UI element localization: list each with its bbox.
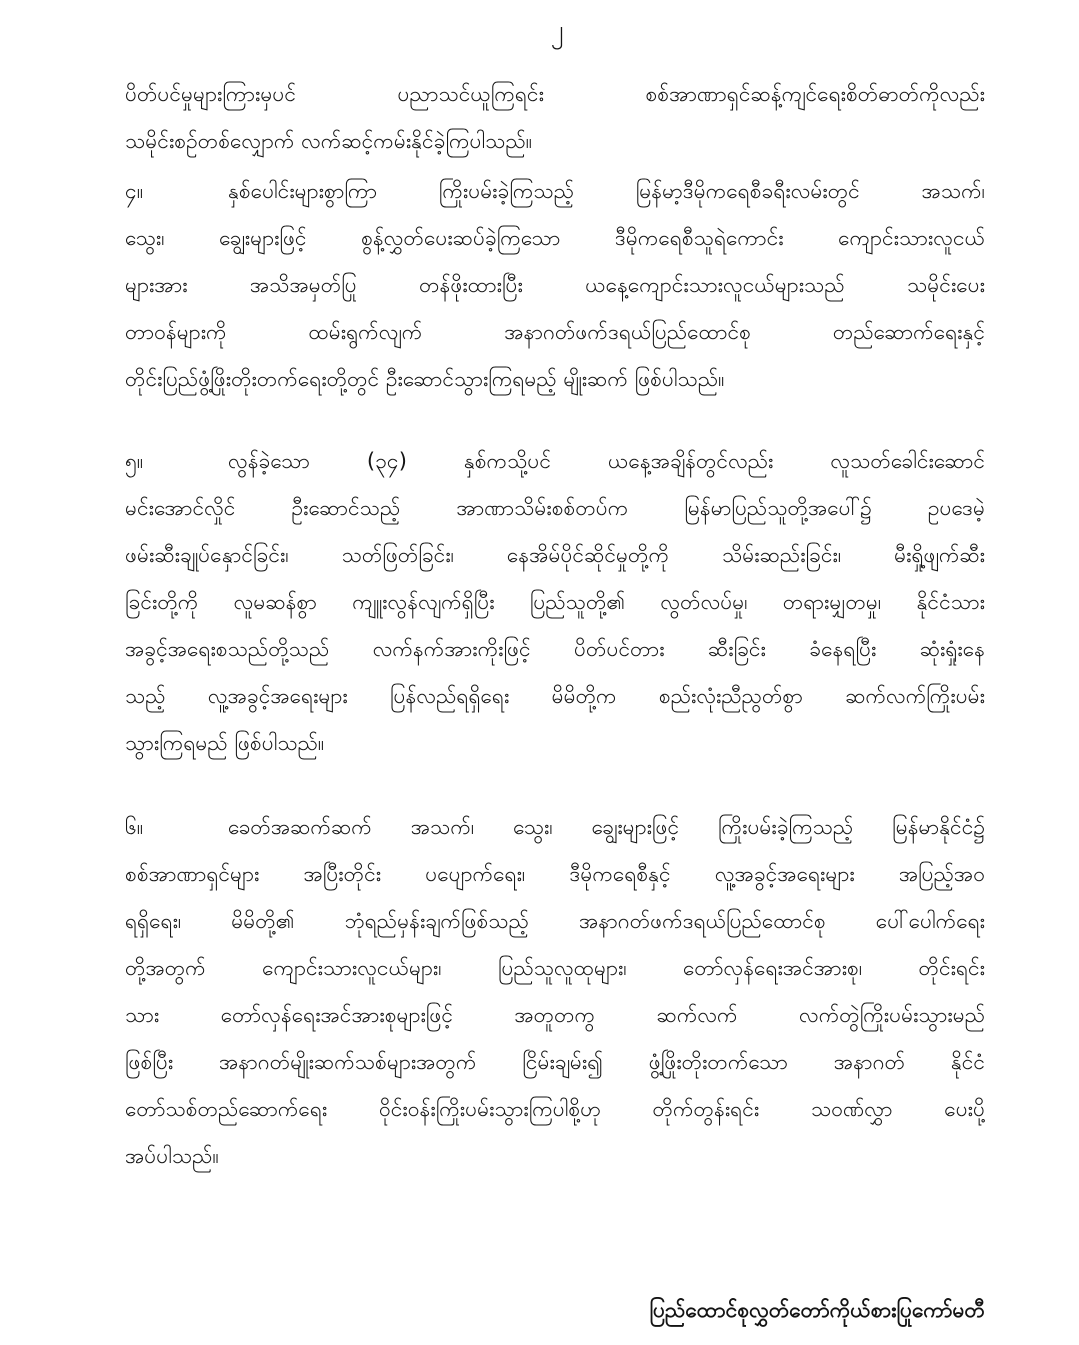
paragraph-number-4: ၄။ xyxy=(125,179,144,203)
signature-committee: ပြည်ထောင်စုလွှတ်တော်ကိုယ်စားပြုကော်မတီ xyxy=(649,1298,985,1322)
paragraph-6-line: တော်သစ်တည်ဆောက်ရေး ဝိုင်းဝန်းကြိုးပမ်းသွားကြပါစို့ဟု တိုက်တွန်းရင်း သဝဏ်လွှာ ပေးပို့ xyxy=(125,1097,985,1121)
paragraph-6-line: ဖြစ်ပြီး အနာဂတ်မျိုးဆက်သစ်များအတွက် ငြိမ်းချမ်း၍ ဖွံ့ဖြိုးတိုးတက်သော အနာဂတ် နိုင်ငံ xyxy=(125,1050,985,1074)
paragraph-4-line: များအား အသိအမှတ်ပြု တန်ဖိုးထားပြီး ယနေ့ကျောင်းသားလူငယ်များသည် သမိုင်းပေး xyxy=(125,273,985,297)
paragraph-6-line: သား တော်လှန်ရေးအင်အားစုများဖြင့် အတူတကွ ဆက်လက် လက်တွဲကြိုးပမ်းသွားမည် xyxy=(125,1003,985,1027)
paragraph-5-line: သည့် လူ့အခွင့်အရေးများ ပြန်လည်ရရှိရေး မိမိတို့က စည်းလုံးညီညွတ်စွာ ဆက်လက်ကြိုးပမ်း xyxy=(125,684,985,708)
paragraph-6-line: စစ်အာဏာရှင်များ အပြီးတိုင်း ပပျောက်ရေး၊ ဒီမိုကရေစီနှင့် လူ့အခွင့်အရေးများ အပြည့်အဝ xyxy=(125,862,985,886)
paragraph-5-line: သွားကြရမည် ဖြစ်ပါသည်။ xyxy=(125,731,325,755)
paragraph-continuation-line: ပိတ်ပင်မှုများကြားမှပင် ပညာသင်ယူကြရင်း စစ်အာဏာရှင်ဆန့်ကျင်ရေးစိတ်ဓာတ်ကိုလည်း xyxy=(125,82,985,106)
paragraph-4-line: သွေး၊ ချွေးများဖြင့် စွန့်လွှတ်ပေးဆပ်ခဲ့ကြသော ဒီမိုကရေစီသူရဲကောင်း ကျောင်းသားလူငယ် xyxy=(125,226,985,250)
paragraph-4-line: နှစ်ပေါင်းများစွာကြာ ကြိုးပမ်းခဲ့ကြသည့် မြန်မာ့ဒီမိုကရေစီခရီးလမ်းတွင် အသက်၊ xyxy=(228,179,985,203)
paragraph-6-line: ခေတ်အဆက်ဆက် အသက်၊ သွေး၊ ချွေးများဖြင့် ကြိုးပမ်းခဲ့ကြသည့် မြန်မာနိုင်ငံ၌ xyxy=(228,815,985,839)
paragraph-5-line: လွန်ခဲ့သော (၃၄) နှစ်ကသို့ပင် ယနေ့အချိန်တွင်လည်း လူသတ်ခေါင်းဆောင် xyxy=(228,449,985,473)
paragraph-6-line: ရရှိရေး၊ မိမိတို့၏ ဘုံရည်မှန်းချက်ဖြစ်သည့် အနာဂတ်ဖက်ဒရယ်ပြည်ထောင်စု ပေါ်ပေါက်ရေး xyxy=(125,909,985,933)
paragraph-number-5: ၅။ xyxy=(125,449,144,473)
page-number: ၂ xyxy=(550,15,564,45)
paragraph-6-line: တို့အတွက် ကျောင်းသားလူငယ်များ၊ ပြည်သူလူထုများ၊ တော်လှန်ရေးအင်အားစု၊ တိုင်းရင်း xyxy=(125,956,985,980)
paragraph-number-6: ၆။ xyxy=(125,815,144,839)
paragraph-5-line: ဖမ်းဆီးချုပ်နှောင်ခြင်း၊ သတ်ဖြတ်ခြင်း၊ နေအိမ်ပိုင်ဆိုင်မှုတို့ကို သိမ်းဆည်းခြင်း၊ မီးရှို့ဖျက်ဆီး xyxy=(125,543,985,567)
paragraph-5-line: ခြင်းတို့ကို လူမဆန်စွာ ကျူးလွန်လျက်ရှိပြီး ပြည်သူတို့၏ လွတ်လပ်မှု၊ တရားမျှတမှု၊ နိုင်ငံသား xyxy=(125,590,985,614)
paragraph-continuation-line: သမိုင်းစဉ်တစ်လျှောက် လက်ဆင့်ကမ်းနိုင်ခဲ့ကြပါသည်။ xyxy=(125,129,533,153)
paragraph-4-line: တာဝန်များကို ထမ်းရွက်လျက် အနာဂတ်ဖက်ဒရယ်ပြည်ထောင်စု တည်ဆောက်ရေးနှင့် xyxy=(125,320,985,344)
paragraph-6-line: အပ်ပါသည်။ xyxy=(125,1144,219,1168)
paragraph-5-line: မင်းအောင်လှိုင် ဦးဆောင်သည့် အာဏာသိမ်းစစ်တပ်က မြန်မာပြည်သူတို့အပေါ်၌ ဥပဒေမဲ့ xyxy=(125,496,985,520)
paragraph-5-line: အခွင့်အရေးစသည်တို့သည် လက်နက်အားကိုးဖြင့် ပိတ်ပင်တား ဆီးခြင်း ခံနေရပြီး ဆုံးရှုံးနေ xyxy=(125,637,985,661)
paragraph-4-line: တိုင်းပြည်ဖွံ့ဖြိုးတိုးတက်ရေးတို့တွင် ဦးဆောင်သွားကြရမည့် မျိုးဆက် ဖြစ်ပါသည်။ xyxy=(125,367,725,391)
